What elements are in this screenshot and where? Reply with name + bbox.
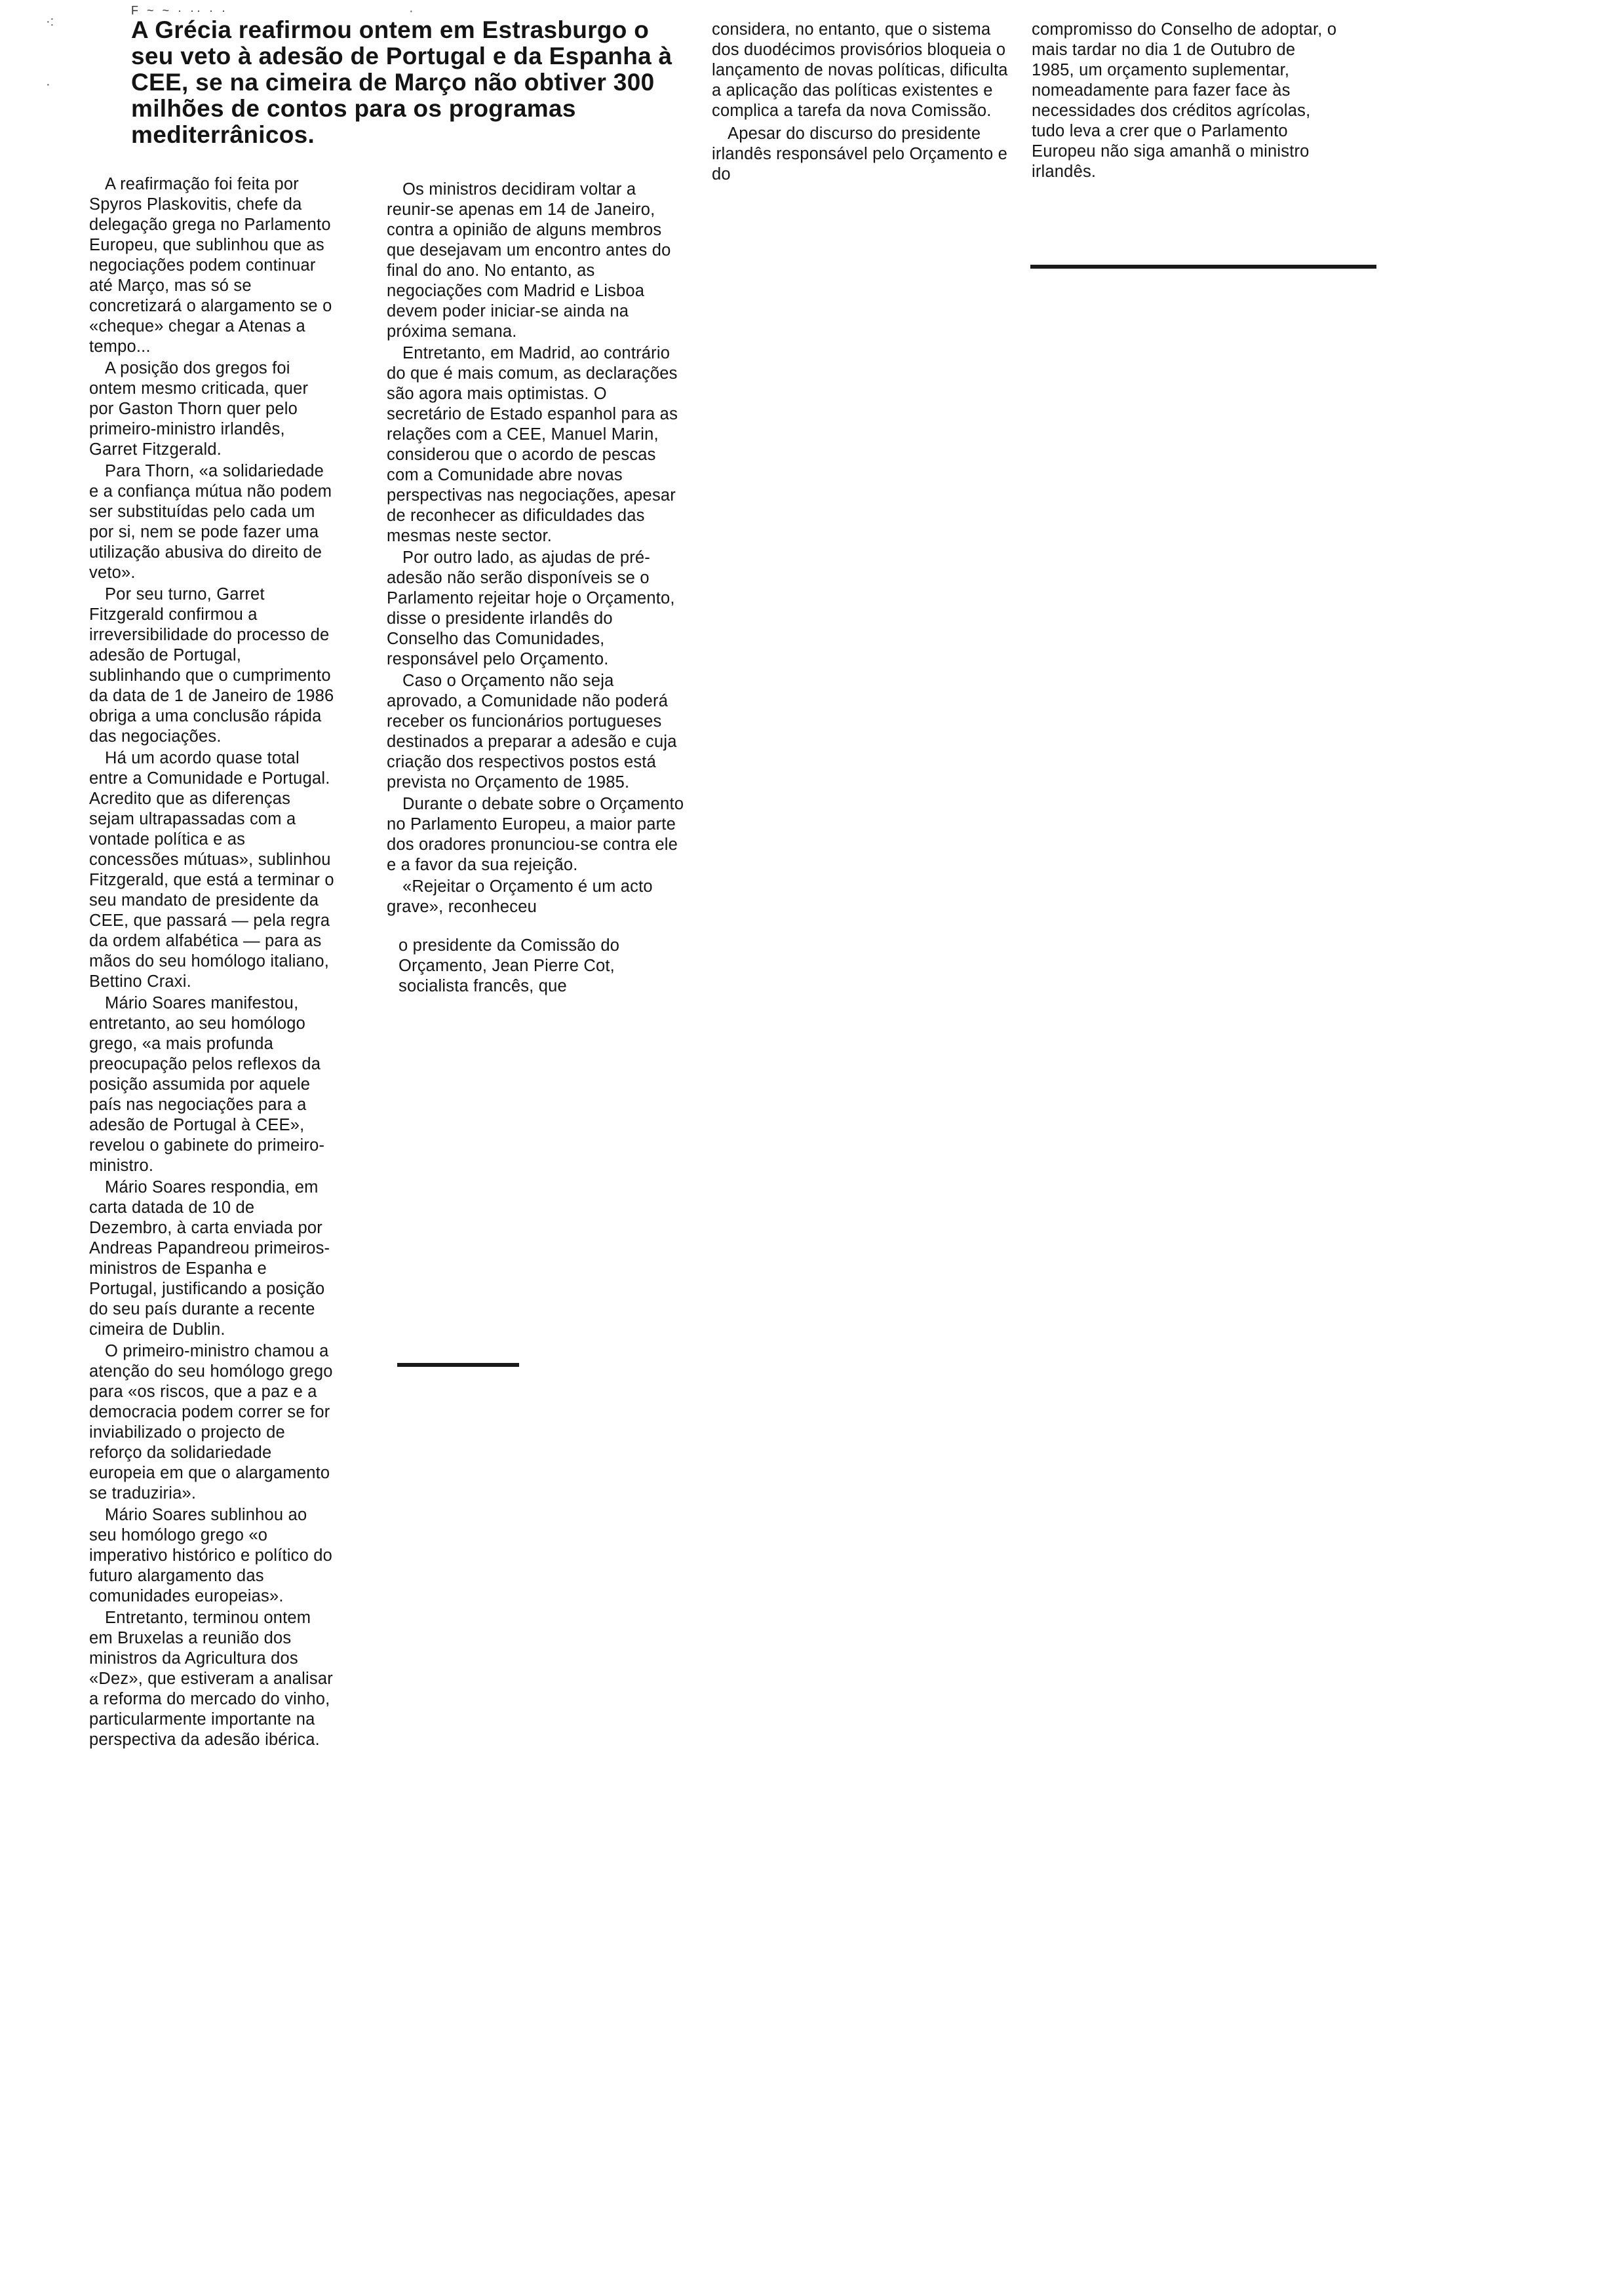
column-3 <box>712 20 1013 187</box>
paragraph: Por outro lado, as ajudas de pré-adesão não serão disponíveis se o Parlamento rejeitar hoje o Orçamento, disse o presidente irlandês do Conselho das Comunidades, responsável pelo Orçamento. <box>387 548 675 668</box>
column-4 <box>1032 20 1337 185</box>
scan-speck: · <box>409 4 414 18</box>
masthead-fragment: F ~ ~ · ·· · · <box>131 4 228 17</box>
paragraph: A reafirmação foi feita por Spyros Plaskovitis, chefe da delegação grega no Parlamento Europeu, que sublinhou que as negociações podem continuar até Março, mas só se concretizará o alargamento se o «cheque» chegar a Atenas a tempo... <box>89 175 332 356</box>
article-lead: A Grécia reafirmou ontem em Estrasburgo o seu veto à adesão de Portugal e da Espanha à CEE, se na cimeira de Março não obtiver 300 milhões de contos para os programas mediterrânicos. <box>131 16 672 148</box>
paragraph: A posição dos gregos foi ontem mesmo criticada, quer por Gaston Thorn quer pelo primeiro-ministro irlandês, Garret Fitzgerald. <box>89 359 309 459</box>
paragraph: «Rejeitar o Orçamento é um acto grave», reconheceu <box>387 877 653 916</box>
paragraph: Caso o Orçamento não seja aprovado, a Comunidade não poderá receber os funcionários portugueses destinados a preparar a adesão e cuja criação dos respectivos postos está prevista no Orçamento de 1985. <box>387 672 677 792</box>
paragraph: considera, no entanto, que o sistema dos duodécimos provisórios bloqueia o lançamento de novas políticas, dificulta a aplicação das políticas existentes e complica a tarefa da nova Comissão. <box>712 20 1008 120</box>
paragraph: Para Thorn, «a solidariedade e a confiança mútua não podem ser substituídas pelo cada um por si, nem se pode fazer uma utilização abusiva do direito de veto». <box>89 462 332 582</box>
column-2 <box>387 180 684 998</box>
paragraph-continuation: o presidente da Comissão do Orçamento, Jean Pierre Cot, socialista francês, que <box>399 936 620 995</box>
paragraph: Há um acordo quase total entre a Comunidade e Portugal. Acredito que as diferenças sejam ultrapassadas com a vontade política e as concessões mútuas», sublinhou Fitzgerald, que está a terminar o seu mandato de presidente da CEE, que passará — pela regra da ordem alfabética — para as mãos do seu homólogo italiano, Bettino Craxi. <box>89 749 334 991</box>
paragraph: Durante o debate sobre o Orçamento no Parlamento Europeu, a maior parte dos oradores pronunciou-se contra ele e a favor da sua rejeição. <box>387 795 684 874</box>
scan-speck: · <box>46 77 50 92</box>
article-end-rule <box>1030 265 1376 269</box>
paragraph: Os ministros decidiram voltar a reunir-se apenas em 14 de Janeiro, contra a opinião de alguns membros que desejavam um encontro antes do final do ano. No entanto, as negociações com Madrid e Lisboa devem poder iniciar-se ainda na próxima semana. <box>387 180 671 341</box>
paragraph: Mário Soares manifestou, entretanto, ao seu homólogo grego, «a mais profunda preocupação pelos reflexos da posição assumida por aquele país nas negociações para a adesão de Portugal à CEE», revelou o gabinete do primeiro-ministro. <box>89 994 325 1175</box>
paragraph: O primeiro-ministro chamou a atenção do seu homólogo grego para «os riscos, que a paz e a democracia podem correr se for inviabilizado o projecto de reforço da solidariedade europeia em que o alargamento se traduziria». <box>89 1342 333 1502</box>
paragraph: Entretanto, em Madrid, ao contrário do que é mais comum, as declarações são agora mais optimistas. O secretário de Estado espanhol para as relações com a CEE, Manuel Marin, considerou que o acordo de pescas com a Comunidade abre novas perspectivas nas negociações, apesar de reconhecer as dificuldades das mesmas neste sector. <box>387 344 678 545</box>
paragraph: Apesar do discurso do presidente irlandês responsável pelo Orçamento e do <box>712 124 1008 183</box>
column-end-rule <box>397 1363 519 1367</box>
paragraph: Mário Soares respondia, em carta datada de 10 de Dezembro, à carta enviada por Andreas Papandreou primeiros-ministros de Espanha e Portugal, justificando a posição do seu país durante a recente cimeira de Dublin. <box>89 1178 330 1339</box>
paragraph: compromisso do Conselho de adoptar, o mais tardar no dia 1 de Outubro de 1985, um orçamento suplementar, nomeadamente para fazer face às necessidades dos créditos agrícolas, tudo leva a crer que o Parlamento Europeu não siga amanhã o ministro irlandês. <box>1032 20 1337 181</box>
paragraph: Por seu turno, Garret Fitzgerald confirmou a irreversibilidade do processo de adesão de Portugal, sublinhando que o cumprimento da data de 1 de Janeiro de 1986 obriga a uma conclusão rápida das negociações. <box>89 585 334 746</box>
paragraph: Mário Soares sublinhou ao seu homólogo grego «o imperativo histórico e político do futuro alargamento das comunidades europeias». <box>89 1506 333 1605</box>
column-1 <box>89 174 336 1751</box>
scan-speck: ·: <box>46 14 54 29</box>
paragraph: Entretanto, terminou ontem em Bruxelas a reunião dos ministros da Agricultura dos «Dez», que estiveram a analisar a reforma do mercado do vinho, particularmente importante na perspectiva da adesão ibérica. <box>89 1609 333 1749</box>
